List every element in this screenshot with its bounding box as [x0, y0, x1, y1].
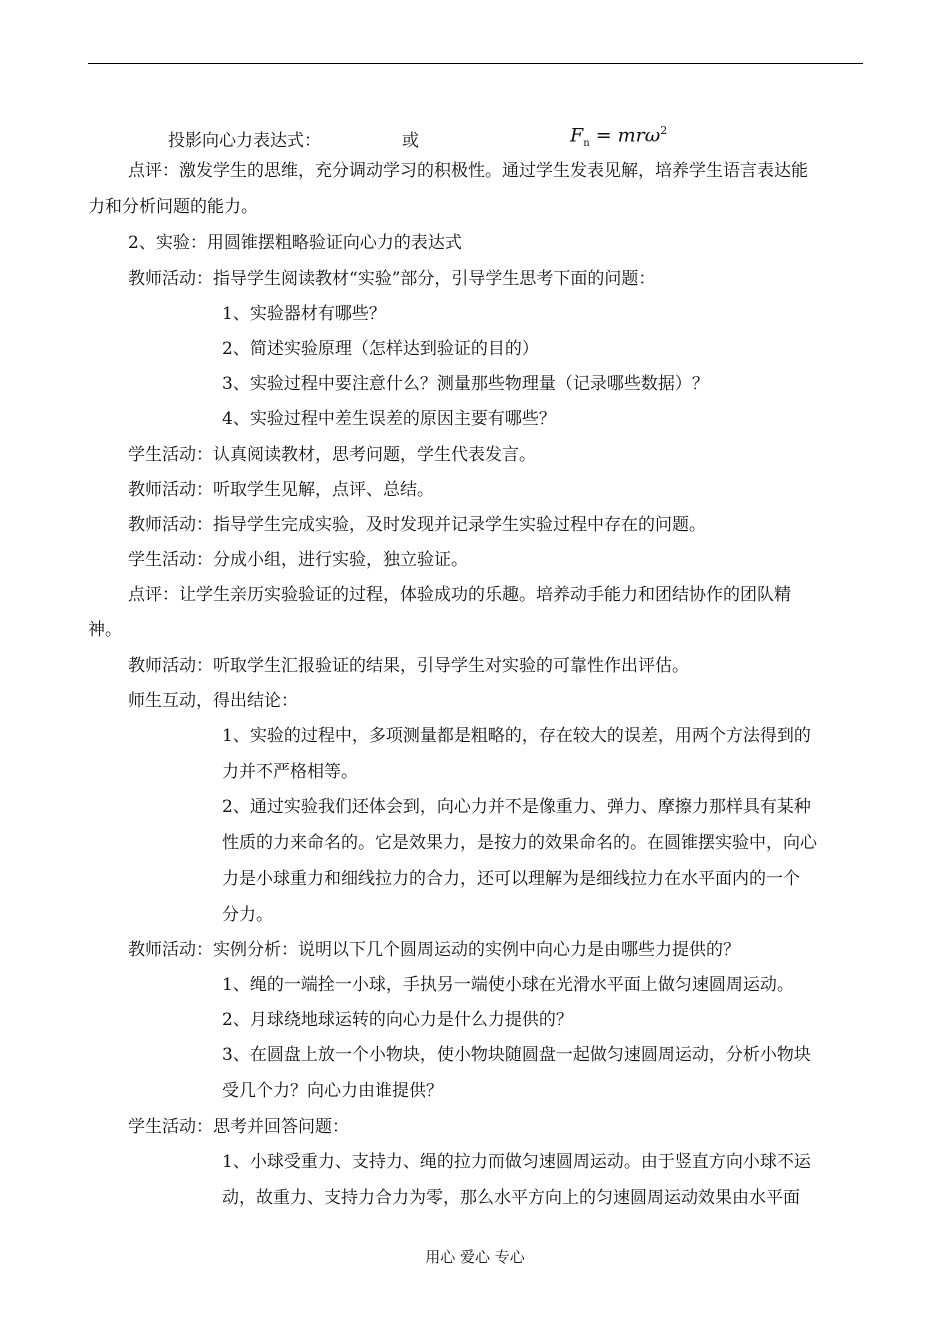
text-line: 教师活动：听取学生汇报验证的结果，引导学生对实验的可靠性作出评估。 — [128, 656, 689, 676]
formula-F-sub: n — [583, 138, 590, 150]
text-line: 力并不严格相等。 — [222, 762, 358, 782]
text-line: 1、实验的过程中，多项测量都是粗略的，存在较大的误差，用两个方法得到的 — [222, 726, 811, 746]
centripetal-force-formula — [570, 124, 667, 149]
formula-label: 投影向心力表达式： — [168, 131, 321, 151]
text-line: 2、实验：用圆锥摆粗略验证向心力的表达式 — [128, 233, 462, 253]
text-line: 2、月球绕地球运转的向心力是什么力提供的？ — [222, 1010, 573, 1030]
text-line: 教师活动：指导学生完成实验，及时发现并记录学生实验过程中存在的问题。 — [128, 515, 706, 535]
formula-F: F — [570, 124, 584, 147]
formula-rhs: = mrω — [595, 124, 661, 147]
text-line: 点评：激发学生的思维，充分调动学习的积极性。通过学生发表见解，培养学生语言表达能 — [128, 161, 808, 181]
text-line: 1、小球受重力、支持力、绳的拉力而做匀速圆周运动。由于竖直方向小球不运 — [222, 1152, 811, 1172]
text-line: 2、通过实验我们还体会到，向心力并不是像重力、弹力、摩擦力那样具有某种 — [222, 797, 811, 817]
text-line: 力是小球重力和细线拉力的合力，还可以理解为是细线拉力在水平面内的一个 — [222, 869, 800, 889]
text-line: 教师活动：听取学生见解，点评、总结。 — [128, 480, 434, 500]
text-line: 师生互动，得出结论： — [128, 691, 298, 711]
text-line: 点评：让学生亲历实验验证的过程，体验成功的乐趣。培养动手能力和团结协作的团队精 — [128, 585, 791, 605]
text-line: 教师活动：指导学生阅读教材“实验”部分，引导学生思考下面的问题： — [128, 269, 656, 289]
text-line: 3、在圆盘上放一个小物块，使小物块随圆盘一起做匀速圆周运动，分析小物块 — [222, 1045, 811, 1065]
page-footer: 用心 爱心 专心 — [425, 1248, 525, 1266]
text-line: 教师活动：实例分析：说明以下几个圆周运动的实例中向心力是由哪些力提供的？ — [128, 940, 740, 960]
text-line: 1、绳的一端拴一小球，手执另一端使小球在光滑水平面上做匀速圆周运动。 — [222, 975, 794, 995]
formula-row — [0, 124, 950, 154]
text-line: 受几个力？向心力由谁提供？ — [222, 1081, 443, 1101]
formula-or: 或 — [402, 131, 419, 151]
text-line: 性质的力来命名的。它是效果力，是按力的效果命名的。在圆锥摆实验中，向心 — [222, 833, 817, 853]
text-line: 分力。 — [222, 905, 273, 925]
text-line: 力和分析问题的能力。 — [88, 197, 258, 217]
formula-sup: 2 — [660, 124, 668, 137]
header-rule — [88, 63, 863, 64]
text-line: 3、实验过程中要注意什么？测量那些物理量（记录哪些数据）？ — [222, 374, 709, 394]
text-line: 2、简述实验原理（怎样达到验证的目的） — [222, 339, 539, 359]
text-line: 4、实验过程中差生误差的原因主要有哪些？ — [222, 409, 556, 429]
text-line: 神。 — [88, 620, 122, 640]
text-line: 动，故重力、支持力合力为零，那么水平方向上的匀速圆周运动效果由水平面 — [222, 1188, 800, 1208]
text-line: 学生活动：分成小组，进行实验，独立验证。 — [128, 550, 468, 570]
text-line: 学生活动：思考并回答问题： — [128, 1117, 349, 1137]
text-line: 学生活动：认真阅读教材，思考问题，学生代表发言。 — [128, 445, 536, 465]
text-line: 1、实验器材有哪些？ — [222, 304, 386, 324]
